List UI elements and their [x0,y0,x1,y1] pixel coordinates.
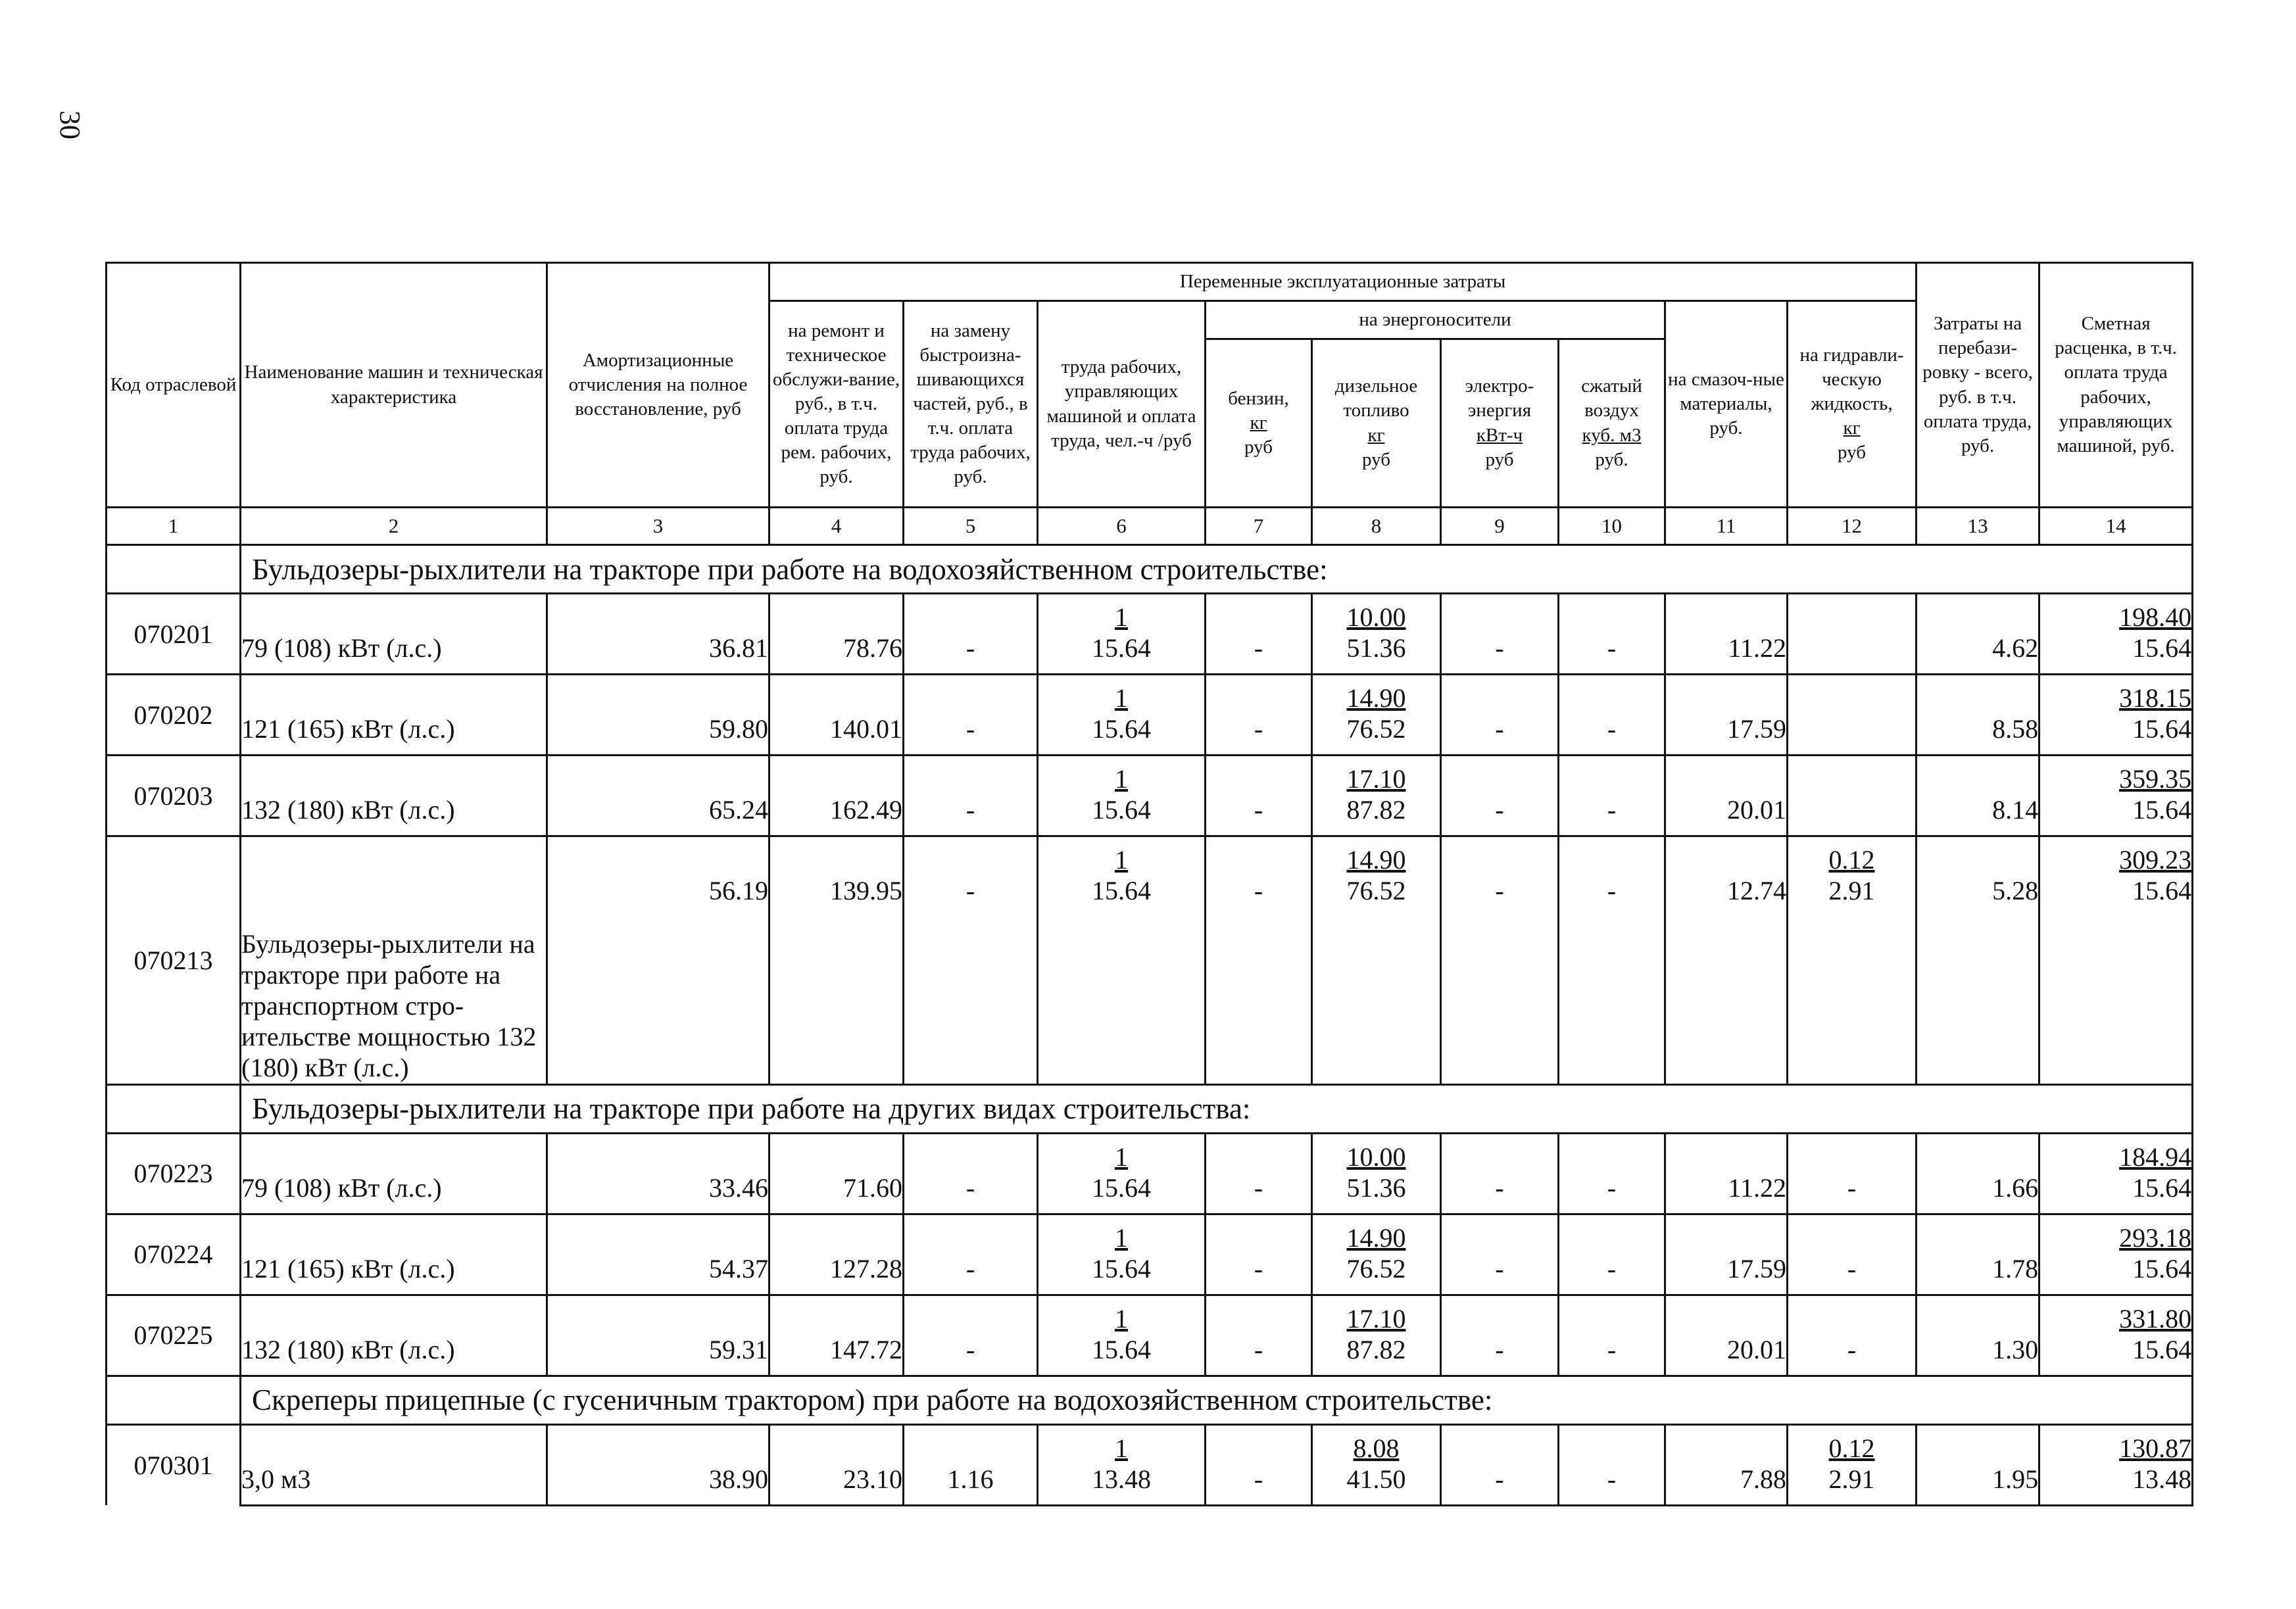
hydr-kg: 0.12 [1828,845,1875,875]
estimate-total: 184.94 [2119,1141,2192,1172]
estimate-total: 309.23 [2119,845,2192,875]
estimate-labor: 15.64 [2040,1334,2193,1376]
air: - [1559,1253,1665,1295]
diesel-cost: 87.82 [1312,794,1441,836]
lube: 7.88 [1665,1464,1788,1506]
row-name: 3,0 м3 [241,1464,547,1506]
rebase: 8.58 [1917,713,2040,756]
hdr-repair: на ремонт и техническое обслужи-вание, руб., в т.ч. оплата труда рем. рабочих, руб. [769,301,904,508]
hydr-cost: - [1788,1334,1917,1376]
hdr-air-cost: руб. [1595,448,1628,470]
diesel-kg: 14.90 [1346,1222,1406,1253]
petrol: - [1206,713,1312,756]
hydr-cost [1788,633,1917,675]
cell-empty [1206,1133,1312,1172]
air: - [1559,713,1665,756]
cell-empty [1917,756,2040,795]
rebase: 1.78 [1917,1253,2040,1295]
col-num: 6 [1038,508,1206,545]
replace: - [904,1253,1038,1295]
diesel-cost: 51.36 [1312,633,1441,675]
cell-empty [769,1214,904,1253]
section-title: Бульдозеры-рыхлители на тракторе при работе на водохозяйственном строительстве: [241,545,2193,594]
cell-empty [1665,594,1788,633]
elec: - [1441,1253,1559,1295]
petrol: - [1206,1253,1312,1295]
col-num: 9 [1441,508,1559,545]
cell-empty [1559,756,1665,795]
machine-cost-table [105,262,2193,1506]
hdr-hydr-unit: кг [1843,418,1861,439]
lube: 20.01 [1665,794,1788,836]
estimate-labor: 15.64 [2040,875,2193,1084]
hydr-cost [1788,794,1917,836]
lube: 11.22 [1665,633,1788,675]
lube: 17.59 [1665,713,1788,756]
lube: 11.22 [1665,1172,1788,1214]
labor-cost: 15.64 [1038,1253,1206,1295]
cell-empty [1206,836,1312,876]
col-num: 3 [547,508,769,545]
row-name: 132 (180) кВт (л.с.) [241,794,547,836]
col-num: 10 [1559,508,1665,545]
estimate-total: 359.35 [2119,764,2192,794]
hdr-lube: на смазоч-ные материалы, руб. [1665,301,1788,508]
diesel-kg: 8.08 [1353,1433,1400,1463]
row-name: Бульдозеры-рыхлители на тракторе при работе на транспортном стро-ительстве мощностью 132 (180) кВт (л.с.) [241,836,547,1085]
hdr-variable: Переменные эксплуатационные затраты [769,263,1917,301]
hdr-hydr-cost: руб [1838,442,1867,464]
cell-empty [904,756,1038,795]
hydr-cost [1788,713,1917,756]
labor-hours: 1 [1115,845,1128,875]
hdr-air-unit: куб. м3 [1582,424,1642,446]
petrol: - [1206,1334,1312,1376]
hdr-elec-cost: руб [1485,448,1514,470]
amort: 36.81 [547,633,769,675]
amort: 54.37 [547,1253,769,1295]
hdr-amort: Амортизационные отчисления на полное восстановление, руб [547,263,769,508]
estimate-labor: 15.64 [2040,633,2193,675]
row-name: 121 (165) кВт (л.с.) [241,713,547,756]
cell-empty [769,675,904,714]
estimate-labor: 13.48 [2040,1464,2193,1506]
col-num: 8 [1312,508,1441,545]
amort: 56.19 [547,875,769,1084]
elec: - [1441,1464,1559,1506]
cell-empty [1665,1295,1788,1334]
cell-empty [769,594,904,633]
rebase: 1.95 [1917,1464,2040,1506]
repair: 147.72 [769,1334,904,1376]
diesel-cost: 76.52 [1312,875,1441,1084]
rebase: 5.28 [1917,875,2040,1084]
amort: 38.90 [547,1464,769,1506]
row-name-top [241,756,547,795]
cell-empty [1559,594,1665,633]
cell-empty [904,1424,1038,1464]
diesel-cost: 87.82 [1312,1334,1441,1376]
cell-empty [547,836,769,876]
elec: - [1441,1334,1559,1376]
hdr-elec-unit: кВт-ч [1476,424,1523,446]
replace: - [904,633,1038,675]
row-code: 070224 [107,1214,241,1295]
cell-empty [547,1424,769,1464]
labor-cost: 15.64 [1038,794,1206,836]
cell-empty [547,1295,769,1334]
repair: 71.60 [769,1172,904,1214]
estimate-total: 318.15 [2119,683,2192,713]
diesel-cost: 76.52 [1312,713,1441,756]
air: - [1559,794,1665,836]
cell-empty [547,1133,769,1172]
replace: 1.16 [904,1464,1038,1506]
elec: - [1441,875,1559,1084]
cell-empty [1206,1214,1312,1253]
estimate-labor: 15.64 [2040,1253,2193,1295]
labor-hours: 1 [1115,683,1128,713]
labor-hours: 1 [1115,1222,1128,1253]
petrol: - [1206,1464,1312,1506]
diesel-kg: 10.00 [1346,1141,1406,1172]
cell-empty [1441,1295,1559,1334]
diesel-kg: 10.00 [1346,602,1406,632]
elec: - [1441,794,1559,836]
cell-empty [1441,1214,1559,1253]
cell-empty [1559,1295,1665,1334]
hdr-replace: на замену быстроизна-шивающихся частей, руб., в т.ч. оплата труда рабочих, руб. [904,301,1038,508]
cell-empty [1206,1424,1312,1464]
repair: 78.76 [769,633,904,675]
row-name-top [241,675,547,714]
hdr-energy: на энергоносители [1206,301,1665,339]
cell-empty [1917,1214,2040,1253]
row-name-top [241,1295,547,1334]
cell-empty [1206,756,1312,795]
estimate-labor: 15.64 [2040,713,2193,756]
lube: 17.59 [1665,1253,1788,1295]
cell-empty [1441,756,1559,795]
lube: 12.74 [1665,875,1788,1084]
repair: 127.28 [769,1253,904,1295]
cell-empty [904,675,1038,714]
cell-empty [904,836,1038,876]
cell-empty [904,594,1038,633]
row-name: 132 (180) кВт (л.с.) [241,1334,547,1376]
row-name: 79 (108) кВт (л.с.) [241,1172,547,1214]
hydr-cost: 2.91 [1788,1464,1917,1506]
diesel-cost: 76.52 [1312,1253,1441,1295]
row-name-top [241,1214,547,1253]
page-number: 30 [54,110,86,139]
section-code-empty [107,1376,241,1424]
col-num: 14 [2040,508,2193,545]
air: - [1559,875,1665,1084]
labor-cost: 15.64 [1038,713,1206,756]
cell-empty [1559,1424,1665,1464]
section-title: Бульдозеры-рыхлители на тракторе при работе на других видах строительства: [241,1084,2193,1133]
labor-cost: 13.48 [1038,1464,1206,1506]
row-name-top [241,594,547,633]
col-num: 5 [904,508,1038,545]
cell-empty [769,1295,904,1334]
hdr-petrol-cost: руб [1244,437,1273,458]
cell-empty [1441,836,1559,876]
hdr-air-title: сжатый воздух [1581,375,1642,421]
estimate-labor: 15.64 [2040,794,2193,836]
cell-empty [1441,1424,1559,1464]
cell-empty [1665,756,1788,795]
estimate-total: 130.87 [2119,1433,2192,1463]
hdr-air [1559,339,1665,508]
replace: - [904,1334,1038,1376]
section-code-empty [107,1084,241,1133]
amort: 59.31 [547,1334,769,1376]
cell-empty [1917,1133,2040,1172]
hdr-hydr [1788,301,1917,508]
cell-empty [1441,675,1559,714]
diesel-kg: 17.10 [1346,764,1406,794]
repair: 140.01 [769,713,904,756]
cell-empty [904,1133,1038,1172]
replace: - [904,1172,1038,1214]
cell-empty [1206,675,1312,714]
row-code: 070213 [107,836,241,1085]
row-name: 79 (108) кВт (л.с.) [241,633,547,675]
labor-cost: 15.64 [1038,633,1206,675]
diesel-cost: 51.36 [1312,1172,1441,1214]
hdr-elec-title: электро-энергия [1465,375,1534,421]
amort: 33.46 [547,1172,769,1214]
cell-empty [1559,1214,1665,1253]
hdr-code: Код отраслевой [107,263,241,508]
diesel-kg: 14.90 [1346,845,1406,875]
hdr-elec [1441,339,1559,508]
labor-hours: 1 [1115,1433,1128,1463]
cell-empty [547,756,769,795]
section-code-empty [107,545,241,594]
cell-empty [769,836,904,876]
rebase: 8.14 [1917,794,2040,836]
petrol: - [1206,794,1312,836]
elec: - [1441,713,1559,756]
rebase: 1.30 [1917,1334,2040,1376]
lube: 20.01 [1665,1334,1788,1376]
repair: 23.10 [769,1464,904,1506]
replace: - [904,794,1038,836]
hydr-kg: 0.12 [1828,1433,1875,1463]
hdr-diesel-cost: руб [1362,448,1390,470]
amort: 59.80 [547,713,769,756]
rebase: 1.66 [1917,1172,2040,1214]
hdr-petrol [1206,339,1312,508]
estimate-total: 293.18 [2119,1222,2192,1253]
petrol: - [1206,875,1312,1084]
cell-empty [547,594,769,633]
amort: 65.24 [547,794,769,836]
cell-empty [1917,675,2040,714]
cell-empty [1441,1133,1559,1172]
cell-empty [1206,1295,1312,1334]
hdr-name: Наименование машин и техническая характеристика [241,263,547,508]
estimate-labor: 15.64 [2040,1172,2193,1214]
cell-empty [904,1214,1038,1253]
hydr-cost: - [1788,1172,1917,1214]
hdr-diesel-unit: кг [1367,424,1385,446]
cell-empty [1665,1214,1788,1253]
col-num: 11 [1665,508,1788,545]
repair: 162.49 [769,794,904,836]
row-name-top [241,1133,547,1172]
diesel-kg: 14.90 [1346,683,1406,713]
row-code: 070201 [107,594,241,675]
cell-empty [1665,836,1788,876]
hdr-petrol-title: бензин, [1228,387,1289,409]
col-num: 12 [1788,508,1917,545]
cell-empty [1559,1133,1665,1172]
row-name: 121 (165) кВт (л.с.) [241,1253,547,1295]
cell-empty [1665,1133,1788,1172]
air: - [1559,1172,1665,1214]
hydr-cost: - [1788,1253,1917,1295]
labor-hours: 1 [1115,1141,1128,1172]
air: - [1559,633,1665,675]
row-code: 070301 [107,1424,241,1505]
cell-empty [1917,836,2040,876]
cell-empty [1917,594,2040,633]
air: - [1559,1334,1665,1376]
hdr-labor: труда рабочих, управляющих машиной и оплата труда, чел.-ч /руб [1038,301,1206,508]
air: - [1559,1464,1665,1506]
row-code: 070225 [107,1295,241,1376]
col-num: 4 [769,508,904,545]
hdr-estimate: Сметная расценка, в т.ч. оплата труда рабочих, управляющих машиной, руб. [2040,263,2193,508]
elec: - [1441,1172,1559,1214]
petrol: - [1206,633,1312,675]
hdr-hydr-title: на гидравли-ческую жидкость, [1799,344,1904,414]
diesel-kg: 17.10 [1346,1303,1406,1333]
diesel-cost: 41.50 [1312,1464,1441,1506]
estimate-total: 331.80 [2119,1303,2192,1333]
labor-cost: 15.64 [1038,1334,1206,1376]
hdr-diesel [1312,339,1441,508]
elec: - [1441,633,1559,675]
cell-empty [1559,836,1665,876]
hdr-diesel-title: дизельное топливо [1334,375,1418,421]
cell-empty [1917,1424,2040,1464]
cell-empty [769,756,904,795]
row-name-top [241,1424,547,1464]
rebase: 4.62 [1917,633,2040,675]
cell-empty [1559,675,1665,714]
cell-empty [1665,1424,1788,1464]
estimate-total: 198.40 [2119,602,2192,632]
cell-empty [1441,594,1559,633]
hdr-petrol-unit: кг [1250,412,1267,433]
row-code: 070223 [107,1133,241,1214]
labor-hours: 1 [1115,764,1128,794]
row-code: 070203 [107,756,241,836]
cell-empty [547,675,769,714]
labor-cost: 15.64 [1038,1172,1206,1214]
col-num: 1 [107,508,241,545]
col-num: 7 [1206,508,1312,545]
labor-hours: 1 [1115,602,1128,632]
cell-empty [1665,675,1788,714]
row-code: 070202 [107,675,241,756]
labor-hours: 1 [1115,1303,1128,1333]
section-title: Скреперы прицепные (с гусеничным трактором) при работе на водохозяйственном строительстве: [241,1376,2193,1424]
replace: - [904,875,1038,1084]
cell-empty [1206,594,1312,633]
petrol: - [1206,1172,1312,1214]
labor-cost: 15.64 [1038,875,1206,1084]
replace: - [904,713,1038,756]
repair: 139.95 [769,875,904,1084]
cell-empty [1917,1295,2040,1334]
cell-empty [904,1295,1038,1334]
hdr-rebase: Затраты на перебази-ровку - всего, руб. в т.ч. оплата труда, руб. [1917,263,2040,508]
cell-empty [769,1133,904,1172]
hydr-cost: 2.91 [1788,875,1917,1084]
cell-empty [547,1214,769,1253]
col-num: 2 [241,508,547,545]
cell-empty [769,1424,904,1464]
col-num: 13 [1917,508,2040,545]
